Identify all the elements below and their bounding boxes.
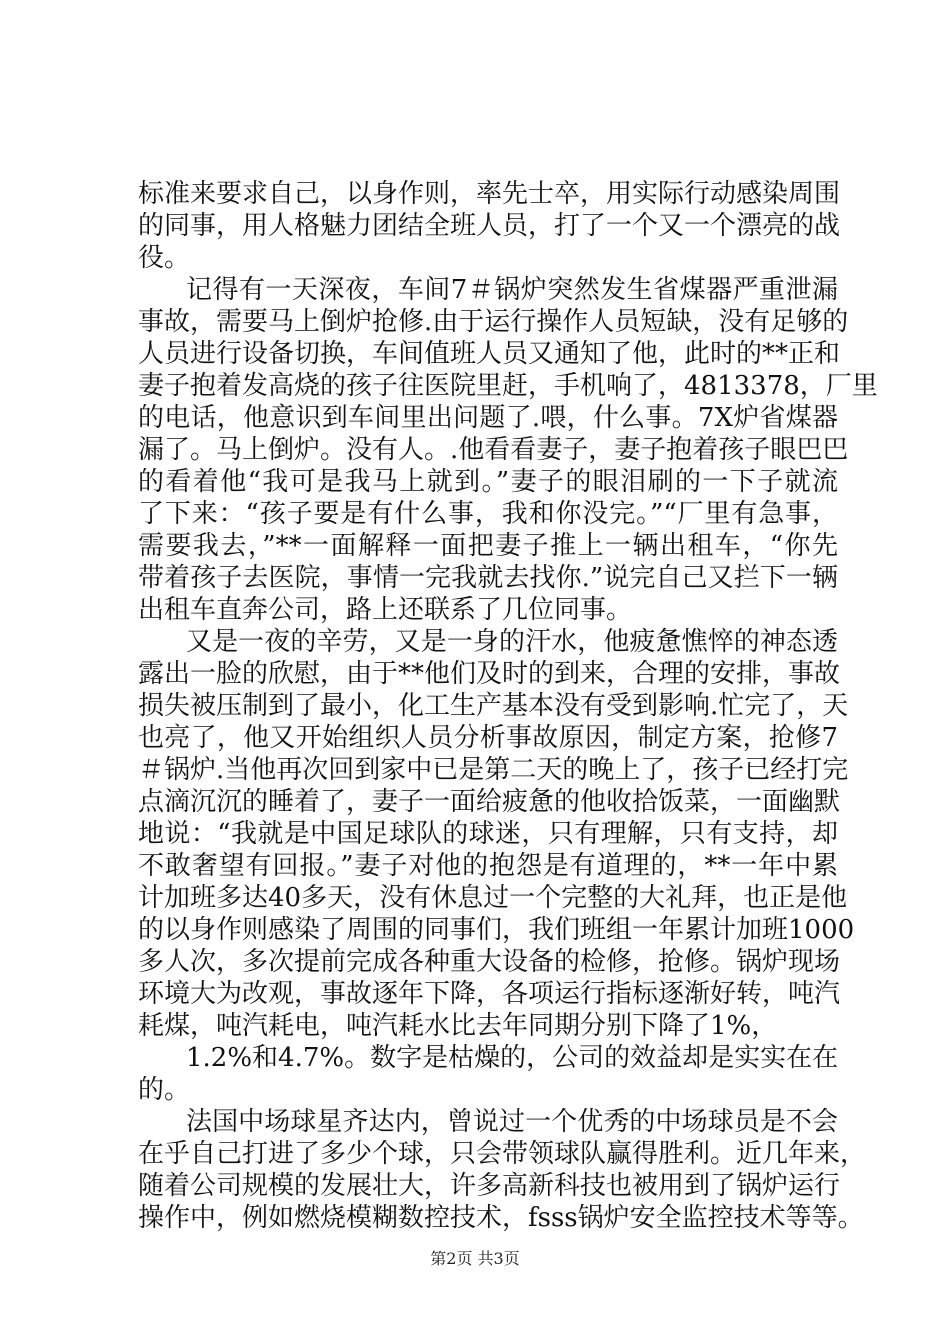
text-line: 多人次，多次提前完成各种重大设备的检修，抢修。锅炉现场 xyxy=(138,947,841,977)
page-number-footer: 第2页 共3页 xyxy=(430,1249,520,1268)
paragraph-start-line: 记得有一天深夜，车间7＃锅炉突然发生省煤器严重泄漏 xyxy=(186,275,838,305)
text-line: 的电话，他意识到车间里出问题了.喂，什么事。7X炉省煤器 xyxy=(138,403,838,433)
paragraph-start-line: 又是一夜的辛劳，又是一身的汗水，他疲惫憔悴的神态透 xyxy=(186,627,838,657)
text-line: 的同事，用人格魅力团结全班人员，打了一个又一个漂亮的战 xyxy=(138,211,841,241)
text-line: 露出一脸的欣慰，由于**他们及时的到来，合理的安排，事故 xyxy=(138,659,841,689)
text-line: 环境大为改观，事故逐年下降，各项运行指标逐渐好转，吨汽 xyxy=(138,979,841,1009)
text-line: 需要我去，”**一面解释一面把妻子推上一辆出租车，“你先 xyxy=(138,531,838,561)
text-line: 在乎自己打进了多少个球，只会带领球队赢得胜利。近几年来， xyxy=(138,1139,867,1169)
text-line: 妻子抱着发高烧的孩子往医院里赶，手机响了，4813378，厂里 xyxy=(138,371,878,401)
text-line: 不敢奢望有回报。”妻子对他的抱怨是有道理的，**一年中累 xyxy=(138,851,838,881)
text-line: 出租车直奔公司，路上还联系了几位同事。 xyxy=(138,595,633,625)
text-line: 漏了。马上倒炉。没有人。.他看看妻子，妻子抱着孩子眼巴巴 xyxy=(138,435,849,465)
text-line: 的。 xyxy=(138,1075,191,1105)
text-line: ＃锅炉.当他再次回到家中已是第二天的晚上了，孩子已经打完 xyxy=(138,755,849,785)
text-line: 事故，需要马上倒炉抢修.由于运行操作人员短缺，没有足够的 xyxy=(138,307,849,337)
text-line: 点滴沉沉的睡着了，妻子一面给疲惫的他收拾饭菜，一面幽默 xyxy=(138,787,841,817)
text-line: 随着公司规模的发展壮大，许多高新科技也被用到了锅炉运行 xyxy=(138,1171,841,1201)
paragraph-start-line: 1.2%和4.7%。数字是枯燥的，公司的效益却是实实在在 xyxy=(186,1043,839,1073)
paragraph-start-line: 法国中场球星齐达内，曾说过一个优秀的中场球员是不会 xyxy=(186,1107,838,1137)
text-line: 也亮了，他又开始组织人员分析事故原因，制定方案，抢修7 xyxy=(138,723,838,753)
text-line: 役。 xyxy=(138,243,191,273)
text-line: 的以身作则感染了周围的同事们，我们班组一年累计加班1000 xyxy=(138,915,855,945)
text-line: 人员进行设备切换，车间值班人员又通知了他，此时的**正和 xyxy=(138,339,841,369)
text-line: 标准来要求自己，以身作则，率先士卒，用实际行动感染周围 xyxy=(138,179,841,209)
text-line: 操作中，例如燃烧模糊数控技术，fsss锅炉安全监控技术等等。 xyxy=(138,1203,864,1233)
text-line: 耗煤，吨汽耗电，吨汽耗水比去年同期分别下降了1%， xyxy=(138,1011,778,1041)
text-line: 损失被压制到了最小，化工生产基本没有受到影响.忙完了，天 xyxy=(138,691,849,721)
text-line: 了下来：“孩子要是有什么事，我和你没完。”“厂里有急事， xyxy=(138,499,838,529)
text-line: 地说：“我就是中国足球队的球迷，只有理解，只有支持，却 xyxy=(138,819,838,849)
text-line: 计加班多达40多天，没有休息过一个完整的大礼拜，也正是他 xyxy=(138,883,848,913)
text-line: 带着孩子去医院，事情一完我就去找你.”说完自己又拦下一辆 xyxy=(138,563,838,593)
text-line: 的看着他“我可是我马上就到。”妻子的眼泪刷的一下子就流 xyxy=(138,467,838,497)
